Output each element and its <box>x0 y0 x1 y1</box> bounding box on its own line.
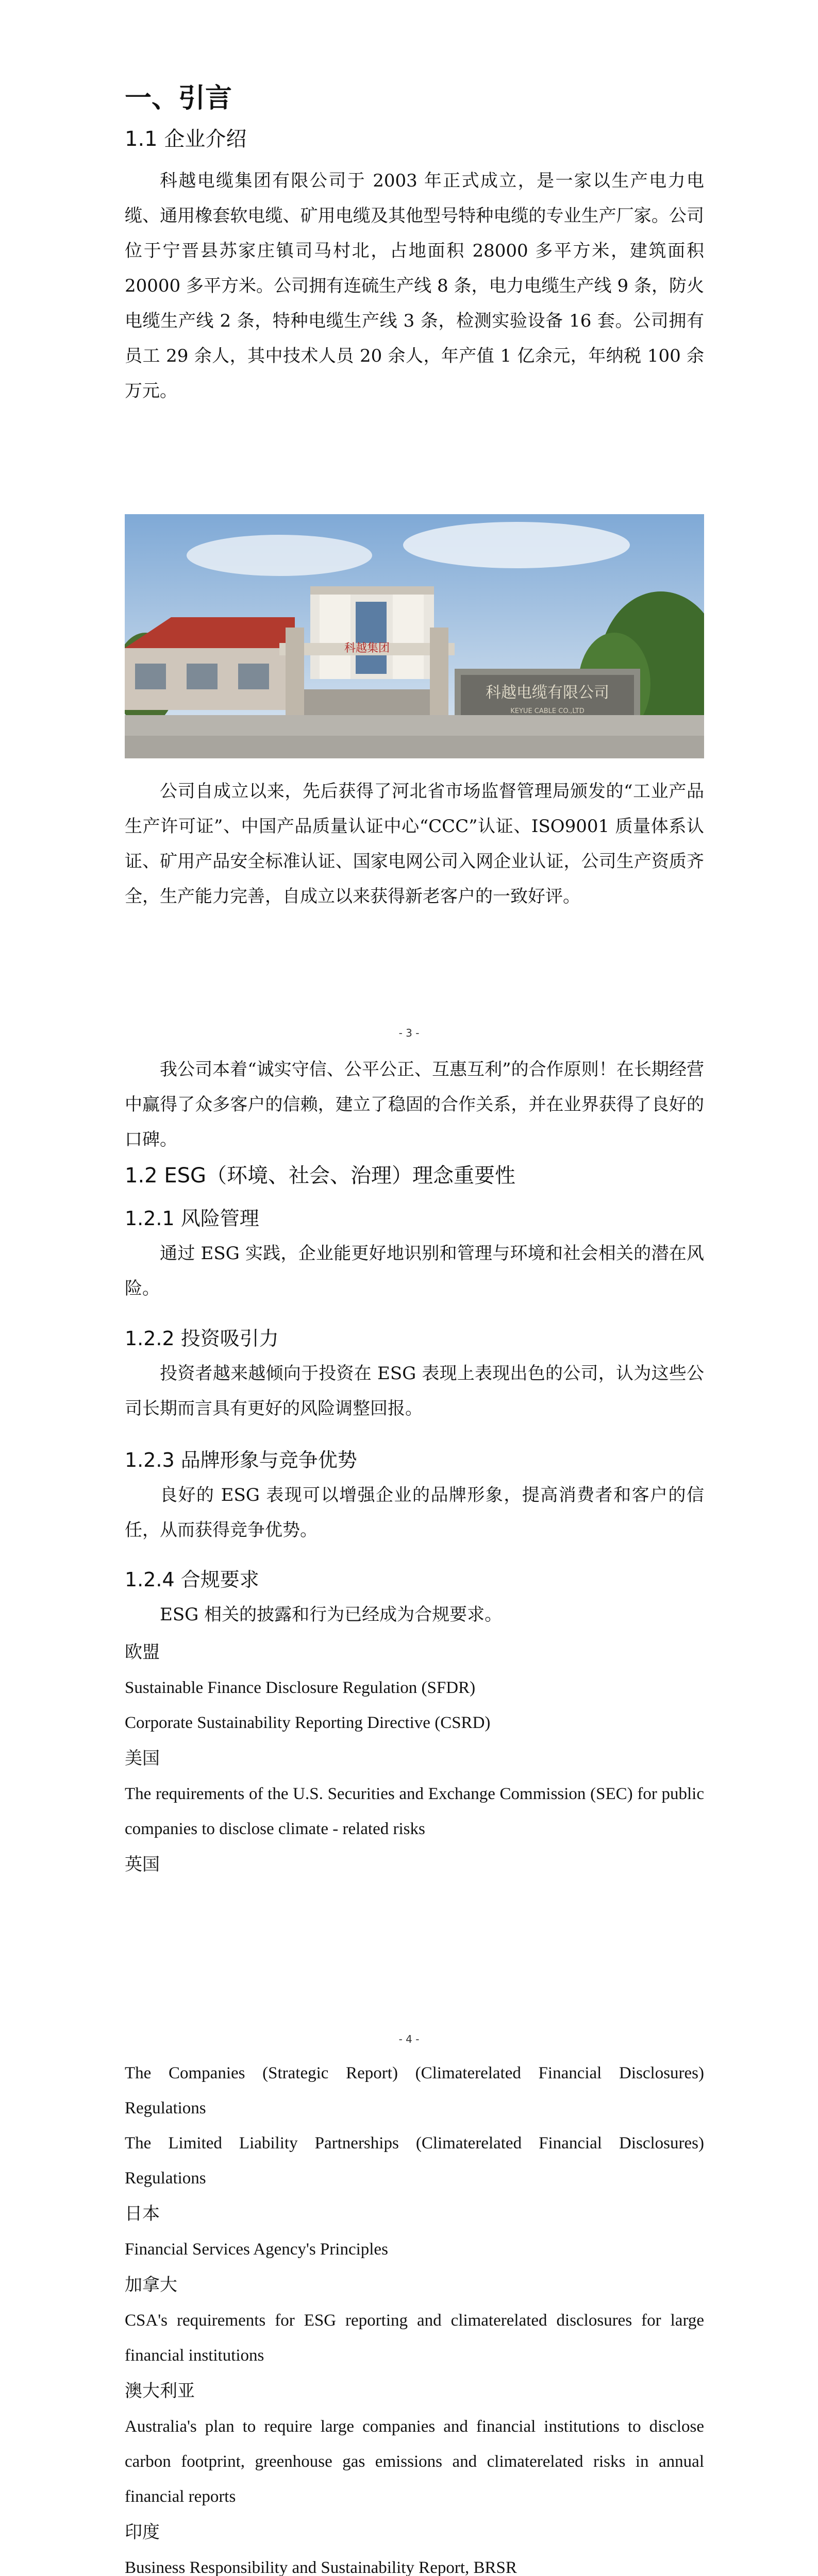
subsection-title: 1.2.3 品牌形象与竞争优势 <box>125 1449 357 1471</box>
cooperation-block <box>125 1052 704 1157</box>
uk-regulation: The Limited Liability Partnerships (Climaterelated Financial Disclosures) Regulations <box>125 2134 704 2188</box>
region-eu: 欧盟 <box>125 1642 160 1663</box>
us-regulation: The requirements of the U.S. Securities and Exchange Commission (SEC) for public companies to disclose climate - related risks <box>125 1785 704 1838</box>
factory-photo-illustration <box>125 514 704 758</box>
section-1-2-1 <box>125 1202 704 1306</box>
cooperation-paragraph: 我公司本着“诚实守信、公平公正、互惠互利”的合作原则！在长期经营中赢得了众多客户的信赖，建立了稳固的合作关系，并在业界获得了良好的口碑。 <box>125 1059 704 1150</box>
investment-paragraph: 投资者越来越倾向于投资在 ESG 表现上表现出色的公司，认为这些公司长期而言具有更好的风险调整回报。 <box>125 1363 704 1419</box>
section-1-2-2 <box>125 1323 704 1426</box>
region-uk: 英国 <box>125 1854 160 1875</box>
region-au: 澳大利亚 <box>125 2381 195 2401</box>
au-regulation: Australia's plan to require large companies and financial institutions to disclose carbon footprint, greenhouse gas emissions and climaterelated risks in annual financial reports <box>125 2417 704 2506</box>
section-1-1 <box>125 123 704 409</box>
eu-regulation: Sustainable Finance Disclosure Regulation (SFDR) <box>125 1679 476 1697</box>
uk-regulation: The Companies (Strategic Report) (Climaterelated Financial Disclosures) Regulations <box>125 2064 704 2117</box>
risk-management-paragraph: 通过 ESG 实践，企业能更好地识别和管理与环境和社会相关的潜在风险。 <box>125 1243 704 1299</box>
regulations-continued <box>125 2056 704 2576</box>
eu-regulation: Corporate Sustainability Reporting Directive (CSRD) <box>125 1714 491 1732</box>
region-in: 印度 <box>125 2522 160 2543</box>
chapter-title: 一、引言 <box>125 83 232 114</box>
factory-photo <box>125 514 704 758</box>
region-us: 美国 <box>125 1748 160 1769</box>
page-number: - 4 - <box>398 2033 420 2045</box>
section-1-2 <box>125 1159 704 1189</box>
qualifications-block <box>125 774 704 914</box>
jp-regulation: Financial Services Agency's Principles <box>125 2240 388 2259</box>
gate-sign-text: 科越集团 <box>344 642 390 655</box>
company-intro-paragraph: 科越电缆集团有限公司于 2003 年正式成立，是一家以生产电力电缆、通用橡套软电缆、矿用电缆及其他型号特种电缆的专业生产厂家。公司位于宁晋县苏家庄镇司马村北，占地面积 28000 多平方米，建筑面积 20000 多平方米。公司拥有连硫生产线 8 条，电力电缆生产线 9 条，防火电缆生产线 2 条，特种电缆生产线 3 条，检测实验设备 16 套。公司拥有员工 29 余人，其中技术人员 20 余人，年产值 1 亿余元，年纳税 100 余万元。 <box>125 171 704 401</box>
section-title: 1.1 企业介绍 <box>125 127 247 151</box>
chapter-heading <box>125 76 704 115</box>
section-title: 1.2 ESG（环境、社会、治理）理念重要性 <box>125 1164 515 1188</box>
wall-sign-subtext: KEYUE CABLE CO.,LTD <box>510 707 585 715</box>
ca-regulation: CSA's requirements for ESG reporting and climaterelated disclosures for large financial institutions <box>125 2311 704 2365</box>
section-1-2-4 <box>125 1564 704 1883</box>
compliance-paragraph: ESG 相关的披露和行为已经成为合规要求。 <box>160 1604 503 1625</box>
region-ca: 加拿大 <box>125 2275 177 2295</box>
wall-sign-text: 科越电缆有限公司 <box>486 684 609 702</box>
qualifications-paragraph: 公司自成立以来，先后获得了河北省市场监督管理局颁发的“工业产品生产许可证”、中国产品质量认证中心“CCC”认证、ISO9001 质量体系认证、矿用产品安全标准认证、国家电网公司入网企业认证，公司生产资质齐全，生产能力完善，自成立以来获得新老客户的一致好评。 <box>125 781 704 907</box>
section-1-2-3 <box>125 1444 704 1548</box>
region-jp: 日本 <box>125 2204 160 2224</box>
page-number: - 3 - <box>398 1027 420 1039</box>
subsection-title: 1.2.1 风险管理 <box>125 1207 259 1230</box>
subsection-title: 1.2.2 投资吸引力 <box>125 1327 279 1350</box>
brand-paragraph: 良好的 ESG 表现可以增强企业的品牌形象，提高消费者和客户的信任，从而获得竞争优势。 <box>125 1485 704 1540</box>
subsection-title: 1.2.4 合规要求 <box>125 1568 259 1591</box>
in-regulation: Business Responsibility and Sustainability Report, BRSR <box>125 2558 517 2576</box>
